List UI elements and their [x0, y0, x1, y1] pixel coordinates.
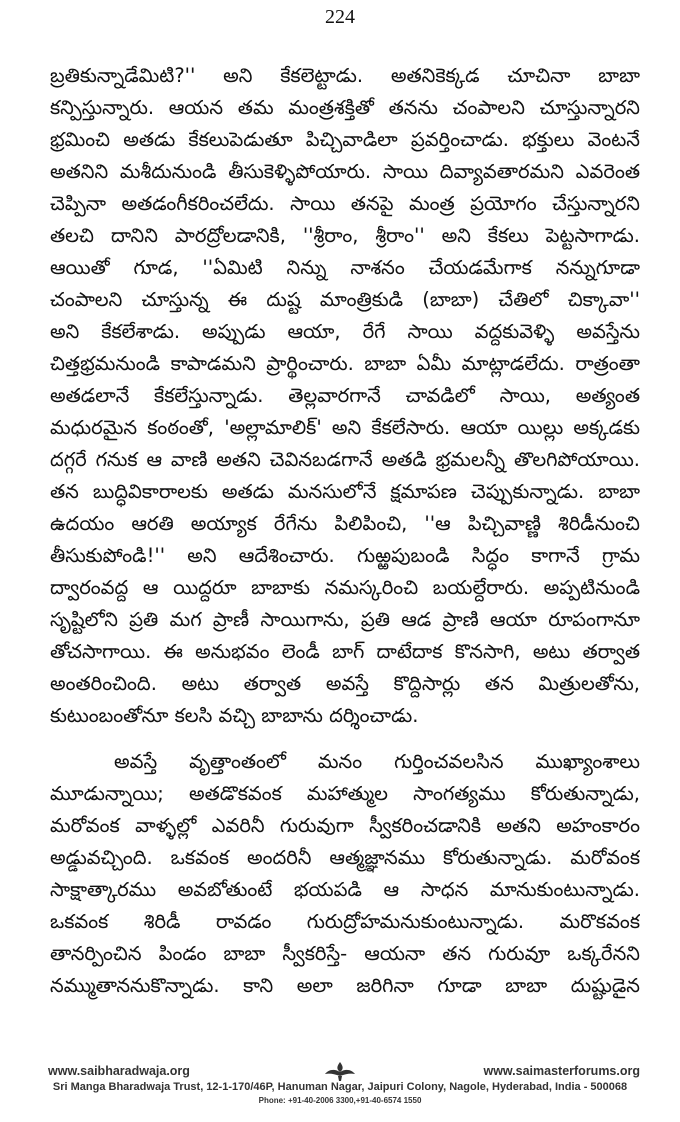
text-line: అవస్తే వృత్తాంతంలో మనం గుర్తించవలసిన ముఖ్యాంశాలు	[114, 750, 640, 773]
text-line: ద్వారంవద్ద ఆ యిద్దరూ బాబాకు నమస్కరించి బయల్దేరారు. అప్పటినుండి	[50, 576, 640, 599]
footer-right-url[interactable]: www.saimasterforums.org	[483, 1064, 640, 1078]
text-line: అడ్డువచ్చింది. ఒకవంక అందరినీ ఆత్మజ్ఞానము కోరుతున్నాడు. మరోవంక	[50, 846, 640, 869]
text-line: బ్రతికున్నాడేమిటి?'' అని కేకలెట్టాడు. అతనికెక్కడ చూచినా బాబా	[50, 64, 640, 87]
page-footer	[0, 1060, 680, 1122]
text-line: తీసుకుపోండి!'' అని ఆదేశించారు. గుఱ్ఱపుబండి సిద్ధం కాగానే గ్రామ	[50, 544, 640, 567]
footer-left-url[interactable]: www.saibharadwaja.org	[48, 1064, 190, 1078]
text-line: అని కేకలేశాడు. అప్పుడు ఆయా, రేగే సాయి వద్దకువెళ్ళి అవస్తేను	[50, 320, 640, 343]
text-line: కుటుంబంతోనూ కలసి వచ్చి బాబాను దర్శించాడు.	[50, 704, 419, 727]
text-line: ఉదయం ఆరతి అయ్యాక రేగేను పిలిపించి, ''ఆ పిచ్చివాణ్ణి శిరిడీనుంచి	[50, 512, 640, 535]
text-line: మూడున్నాయి; అతడొకవంక మహాత్ముల సాంగత్యము కోరుతున్నాడు,	[50, 782, 640, 805]
page-number: 224	[325, 6, 355, 28]
text-line: ఆయితో గూడ, ''ఏమిటి నిన్ను నాశనం చేయడమేగాక నన్నుగూడా	[50, 256, 640, 279]
text-line: సాక్షాత్కారము అవబోతుంటే భయపడి ఆ సాధన మానుకుంటున్నాడు.	[50, 878, 640, 901]
paragraph-2	[50, 746, 640, 1002]
text-line: తోచసాగాయి. ఈ అనుభవం లెండీ బాగ్ దాటేదాక కొనసాగి, అటు తర్వాత	[50, 640, 640, 663]
text-line: తన బుద్ధివికారాలకు అతడు మనసులోనే క్షమాపణ చెప్పుకున్నాడు. బాబా	[50, 480, 640, 503]
text-line: చిత్తభ్రమనుండి కాపాడమని ప్రార్థించారు. బాబా ఏమీ మాట్లాడలేదు. రాత్రంతా	[50, 352, 640, 375]
text-line: ఒకవంక శిరిడీ రావడం గురుద్రోహమనుకుంటున్నాడు. మరొకవంక	[50, 910, 640, 933]
text-line: అతడలానే కేకలేస్తున్నాడు. తెల్లవారగానే చావడిలో సాయి, అత్యంత	[50, 384, 640, 407]
footer-trust-address: Sri Manga Bharadwaja Trust, 12-1-170/46P, Hanuman Nagar, Jaipuri Colony, Nagole, Hyderabad, India - 500068	[52, 1081, 628, 1093]
footer-phone: Phone: +91-40-2006 3300,+91-40-6574 1550	[258, 1096, 422, 1105]
text-line: మరోవంక వాళ్ళల్లో ఎవరినీ గురువుగా స్వీకరించడానికి అతని అహంకారం	[50, 814, 640, 837]
text-line: అంతరించింది. అటు తర్వాత అవస్తే కొద్దిసార్లు తన మిత్రులతోను,	[50, 672, 640, 695]
text-line: సృష్టిలోని ప్రతి మగ ప్రాణీ సాయిగాను, ప్రతి ఆడ ప్రాణి ఆయా రూపంగానూ	[50, 608, 640, 631]
text-line: చెప్పినా అతడంగీకరించలేదు. సాయి తనపై మంత్ర ప్రయోగం చేస్తున్నారని	[50, 192, 640, 215]
ornament-emblem-icon	[322, 1060, 358, 1082]
text-line: కన్పిస్తున్నారు. ఆయన తమ మంత్రశక్తితో తనను చంపాలని చూస్తున్నారని	[50, 96, 640, 119]
text-line: చంపాలని చూస్తున్న ఈ దుష్ట మాంత్రికుడి (బాబా) చేతిలో చిక్కావా''	[50, 288, 640, 311]
text-line: భ్రమించి అతడు కేకలుపెడుతూ పిచ్చివాడిలా ప్రవర్తించాడు. భక్తులు వెంటనే	[50, 128, 640, 151]
text-line: దగ్గరే గనుక ఆ వాణి అతని చెవినబడగానే అతడి భ్రమలన్నీ తొలగిపోయాయి.	[50, 448, 640, 471]
paragraph-1	[50, 60, 640, 732]
text-line: నమ్ముతాననుకొన్నాడు. కాని అలా జరిగినా గూడా బాబా దుష్టుడైన	[50, 974, 640, 997]
text-line: అతనిని మశీదునుండి తీసుకెళ్ళిపోయారు. సాయి దివ్యావతారమని ఎవరెంత	[50, 160, 640, 183]
body-text	[50, 60, 640, 1002]
text-line: తానర్పించిన పిండం బాబా స్వీకరిస్తే- ఆయనా తన గురువూ ఒక్కరేనని	[50, 942, 640, 965]
text-line: మధురమైన కంఠంతో, 'అల్లామాలిక్' అని కేకలేసారు. ఆయా యిల్లు అక్కడకు	[50, 416, 640, 439]
paragraph-gap	[50, 732, 640, 746]
text-line: తలచి దానిని పారద్రోలడానికి, ''శ్రీరాం, శ్రీరాం'' అని కేకలు పెట్టసాగాడు.	[50, 224, 640, 247]
